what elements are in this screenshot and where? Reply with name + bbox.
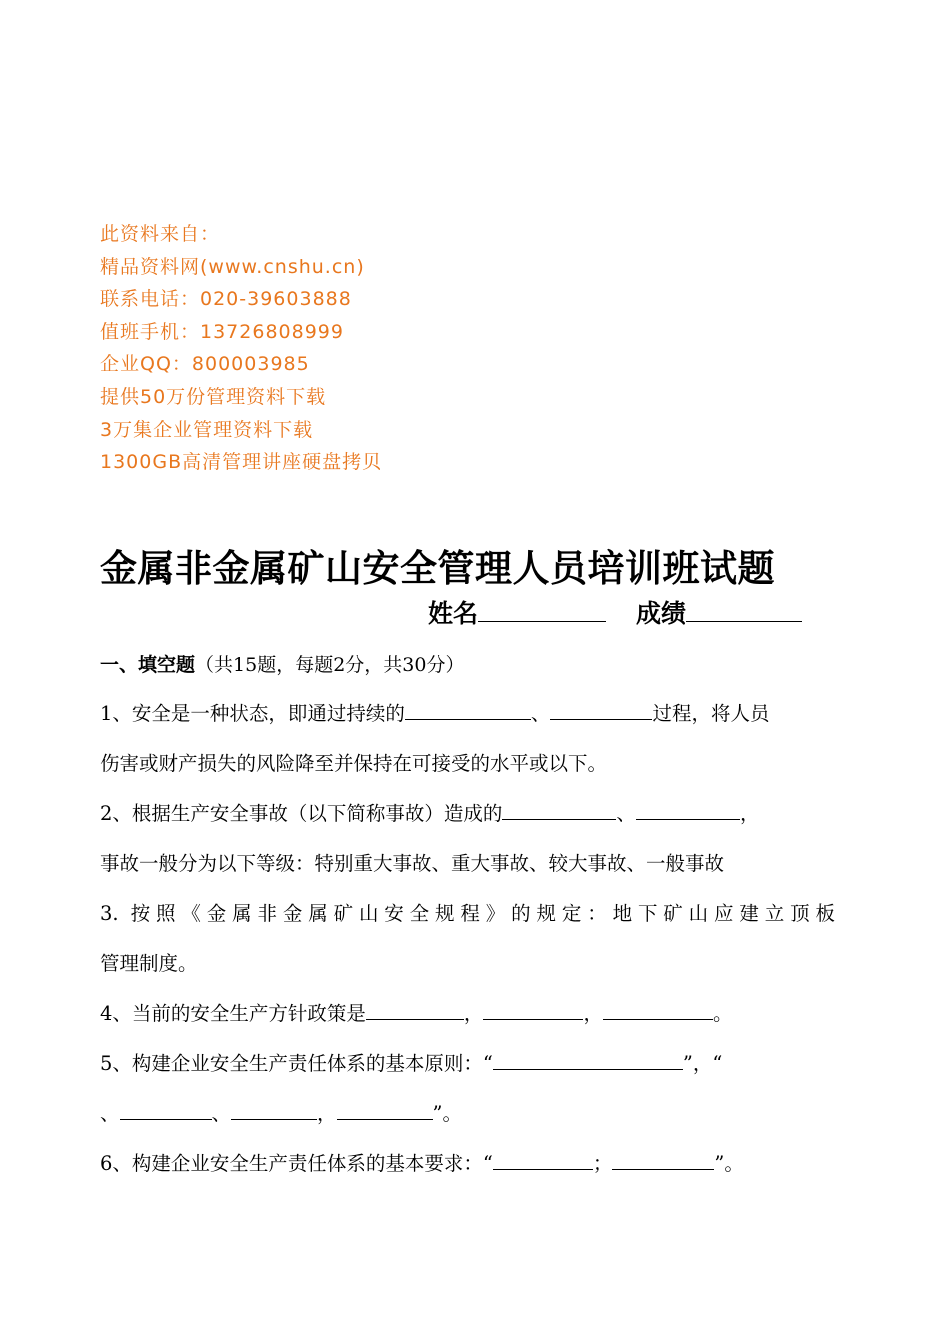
- section-title: 一、填空题: [100, 654, 196, 676]
- ad-line: 精品资料网(www.cnshu.cn): [100, 255, 365, 278]
- name-blank[interactable]: [478, 595, 606, 622]
- q4-blank-1[interactable]: [366, 999, 464, 1020]
- q5-text-a: 5、构建企业安全生产责任体系的基本原则：“: [100, 1052, 493, 1075]
- question-5-line-2: [100, 1098, 835, 1126]
- question-3-line-2: 管理制度。: [100, 952, 198, 975]
- q1-text-a: 1、安全是一种状态，即通过持续的: [100, 702, 405, 725]
- q2-text-b: 、: [616, 802, 636, 825]
- q1-text-b: 、: [530, 702, 551, 725]
- q1-blank-1[interactable]: [405, 699, 531, 720]
- name-score-line: [428, 594, 802, 630]
- q5-text-d: 、: [211, 1102, 232, 1125]
- q5-blank-1[interactable]: [493, 1049, 683, 1070]
- q5-text-b: ”，“: [682, 1052, 723, 1075]
- q5-text-c: 、: [100, 1102, 120, 1125]
- name-label: 姓名: [428, 599, 479, 628]
- exam-title: 金属非金属矿山安全管理人员培训班试题: [100, 547, 775, 590]
- q1-blank-2[interactable]: [550, 699, 652, 720]
- question-4: [100, 998, 835, 1026]
- question-3-line-1: 3. 按照《金属非金属矿山安全规程》的规定：地下矿山应建立顶板: [100, 902, 835, 925]
- q6-blank-1[interactable]: [493, 1149, 593, 1170]
- ad-line: 此资料来自：: [100, 223, 221, 245]
- q5-blank-4[interactable]: [337, 1099, 433, 1120]
- q4-text-a: 4、当前的安全生产方针政策是: [100, 1002, 366, 1025]
- ad-line: 企业QQ：800003985: [100, 353, 310, 376]
- q4-blank-2[interactable]: [483, 999, 583, 1020]
- q5-text-f: ”。: [432, 1102, 463, 1125]
- question-5-line-1: [100, 1048, 835, 1076]
- q1-text-c: 过程，将人员: [652, 702, 770, 725]
- q6-text-a: 6、构建企业安全生产责任体系的基本要求：“: [100, 1152, 493, 1175]
- section-note: （共15题，每题2分，共30分）: [195, 654, 465, 676]
- q4-blank-3[interactable]: [603, 999, 713, 1020]
- q4-text-c: ，: [583, 1002, 603, 1025]
- q4-text-d: 。: [712, 1002, 733, 1025]
- score-blank[interactable]: [686, 595, 802, 622]
- section-heading: [100, 650, 464, 677]
- q6-text-c: ”。: [714, 1152, 744, 1175]
- question-1-line-2: 伤害或财产损失的风险降至并保持在可接受的水平或以下。: [100, 752, 608, 775]
- q6-text-b: ；: [592, 1152, 613, 1175]
- question-6: [100, 1148, 835, 1176]
- q4-text-b: ，: [463, 1002, 484, 1025]
- ad-line: 联系电话：020-39603888: [100, 288, 352, 311]
- ad-line: 值班手机：13726808999: [100, 320, 344, 343]
- ad-line: 提供50万份管理资料下载: [100, 385, 327, 408]
- q5-blank-2[interactable]: [120, 1099, 212, 1120]
- q6-blank-2[interactable]: [612, 1149, 714, 1170]
- q5-blank-3[interactable]: [231, 1099, 317, 1120]
- q2-text-c: ，: [739, 802, 760, 825]
- source-ad-block: [100, 218, 382, 479]
- ad-line: 3万集企业管理资料下载: [100, 418, 314, 441]
- question-2-line-1: [100, 798, 835, 826]
- q5-text-e: ，: [317, 1102, 337, 1125]
- q2-text-a: 2、根据生产安全事故（以下简称事故）造成的: [100, 802, 503, 825]
- question-2-line-2: 事故一般分为以下等级：特别重大事故、重大事故、较大事故、一般事故: [100, 852, 725, 875]
- q2-blank-2[interactable]: [636, 799, 740, 820]
- question-1-line-1: [100, 698, 835, 726]
- score-label: 成绩: [636, 599, 687, 628]
- q2-blank-1[interactable]: [502, 799, 616, 820]
- ad-line: 1300GB高清管理讲座硬盘拷贝: [100, 451, 383, 474]
